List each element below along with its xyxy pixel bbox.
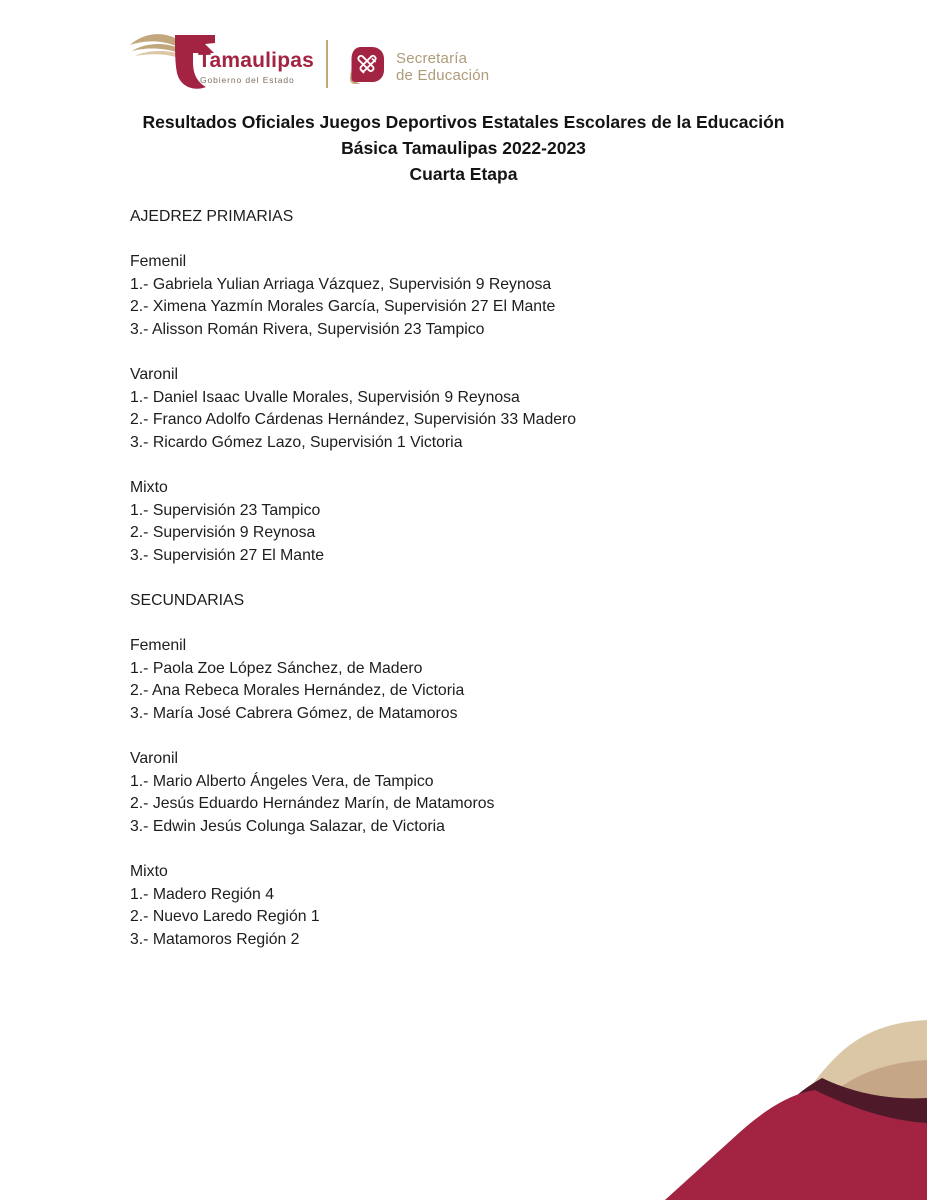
category-label: Varonil [130, 366, 178, 384]
results-group [130, 635, 770, 725]
page-header [0, 0, 927, 100]
result-line: 1.- Supervisión 23 Tampico [130, 501, 321, 519]
category-label: Mixto [130, 863, 168, 881]
results-group [130, 364, 770, 454]
result-line: 2.- Franco Adolfo Cárdenas Hernández, Supervisión 33 Madero [130, 411, 577, 429]
title-line-1: Resultados Oficiales Juegos Deportivos Estatales Escolares de la Educación [142, 112, 785, 132]
results-group [130, 861, 770, 951]
secretariat-line1: Secretaría [396, 50, 468, 67]
results-group [130, 477, 770, 567]
section-heading: AJEDREZ PRIMARIAS [130, 208, 294, 225]
brand-name: Tamaulipas [198, 49, 314, 72]
results-content [130, 206, 770, 974]
result-line: 1.- Paola Zoe López Sánchez, de Madero [130, 659, 423, 677]
secretariat-wordmark [396, 51, 489, 84]
category-label: Femenil [130, 637, 187, 655]
result-line: 2.- Ximena Yazmín Morales García, Supervisión 27 El Mante [130, 298, 556, 316]
title-line-2: Básica Tamaulipas 2022-2023 [341, 138, 586, 158]
result-line: 2.- Ana Rebeca Morales Hernández, de Victoria [130, 682, 465, 700]
result-line: 1.- Gabriela Yulian Arriaga Vázquez, Supervisión 9 Reynosa [130, 275, 552, 293]
result-line: 3.- María José Cabrera Gómez, de Matamoros [130, 705, 458, 723]
section-heading: SECUNDARIAS [130, 592, 245, 610]
result-line: 2.- Nuevo Laredo Región 1 [130, 908, 320, 926]
result-line: 3.- Matamoros Región 2 [130, 931, 300, 948]
document-title [0, 109, 927, 187]
corner-swoosh-decoration [647, 1005, 927, 1200]
results-group [130, 748, 770, 838]
result-line: 1.- Daniel Isaac Uvalle Morales, Supervisión 9 Reynosa [130, 388, 520, 406]
category-label: Varonil [130, 750, 178, 768]
result-line: 1.- Madero Región 4 [130, 885, 275, 903]
result-line: 3.- Supervisión 27 El Mante [130, 546, 325, 564]
result-line: 3.- Alisson Román Rivera, Supervisión 23 Tampico [130, 320, 485, 338]
category-label: Femenil [130, 253, 187, 271]
title-line-3: Cuarta Etapa [409, 164, 518, 184]
tamaulipas-wordmark [198, 50, 314, 85]
result-line: 2.- Supervisión 9 Reynosa [130, 524, 316, 542]
result-line: 3.- Ricardo Gómez Lazo, Supervisión 1 Victoria [130, 433, 463, 451]
result-line: 3.- Edwin Jesús Colunga Salazar, de Victoria [130, 818, 445, 836]
brand-tagline: Gobierno del Estado [200, 75, 295, 85]
category-label: Mixto [130, 479, 168, 497]
header-divider [326, 40, 328, 88]
result-line: 2.- Jesús Eduardo Hernández Marín, de Matamoros [130, 795, 495, 813]
results-group [130, 251, 770, 341]
result-line: 1.- Mario Alberto Ángeles Vera, de Tampico [130, 772, 434, 790]
secretariat-line2: de Educación [396, 66, 490, 84]
pencil-ruler-icon [348, 46, 385, 84]
